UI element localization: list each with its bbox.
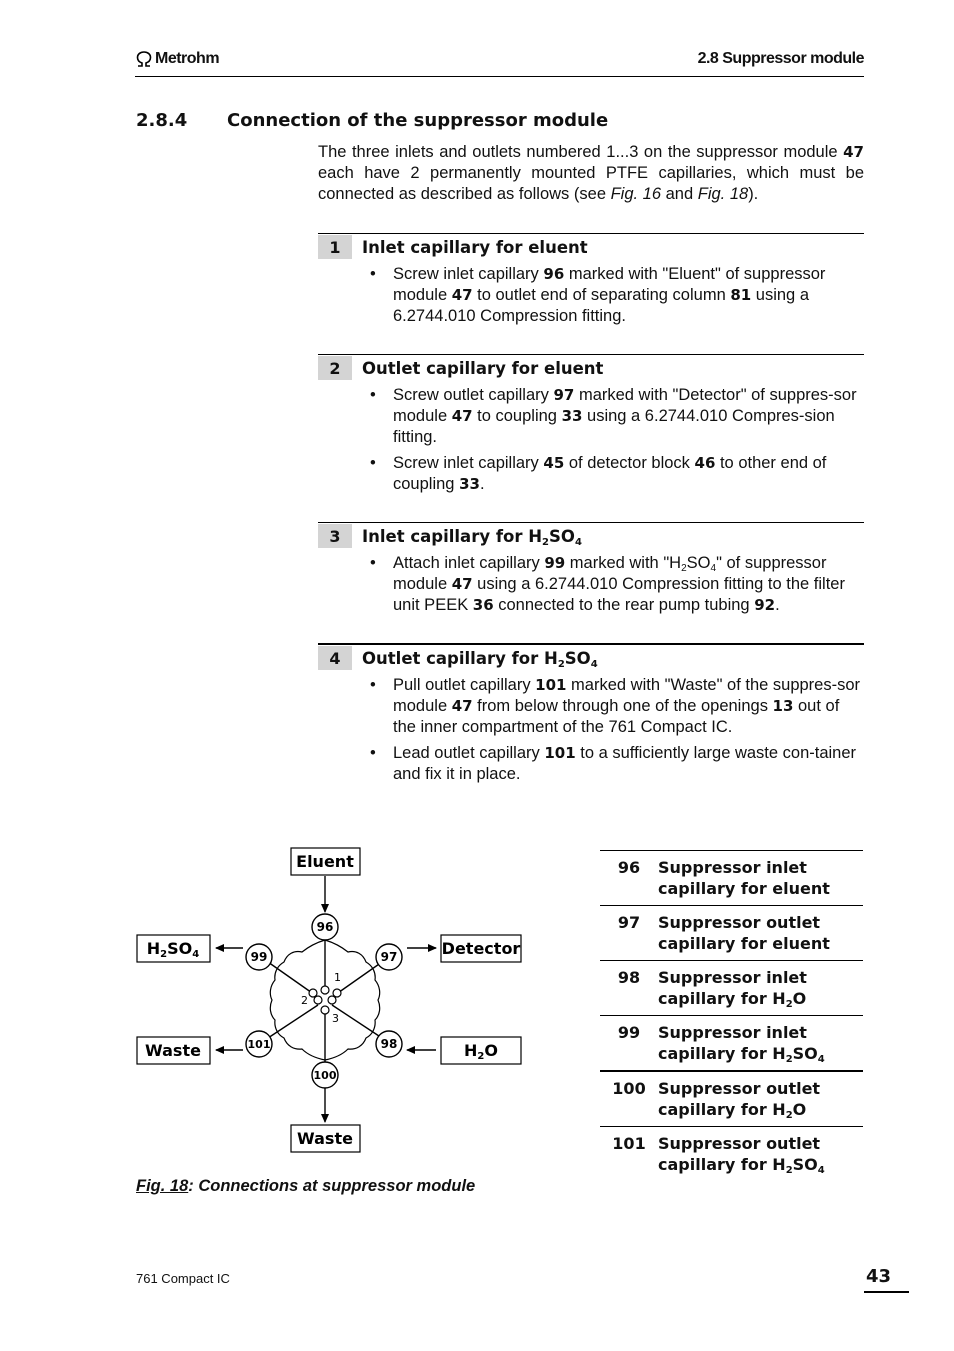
- circle-label-101: 101: [247, 1038, 271, 1051]
- step-3: [318, 522, 864, 621]
- box-waste-bottom: Waste: [297, 1129, 353, 1148]
- header-rule: [135, 76, 864, 77]
- box-h2o: H2O: [464, 1041, 498, 1062]
- figure-caption: Fig. 18: Connections at suppressor module: [136, 1177, 476, 1195]
- list-item: • Pull outlet capillary 101 marked with "Waste" of the suppres-sor module 47 from below through one of the openings 13 out of the inner compartment of the 761 Compact IC.: [318, 675, 864, 738]
- table-row: 96 Suppressor inlet capillary for eluent: [600, 850, 863, 905]
- page-number: 43: [866, 1266, 892, 1287]
- port-label-1: 1: [334, 971, 341, 984]
- port-label-2: 2: [301, 994, 308, 1007]
- step-title: Inlet capillary for $H_2SO_4$: [362, 526, 582, 548]
- table-row: 97 Suppressor outlet capillary for eluent: [600, 905, 863, 960]
- step-number: 3: [318, 524, 352, 548]
- legend-table: [600, 850, 863, 1181]
- port-label-3: 3: [332, 1012, 339, 1025]
- footer-product: 761 Compact IC: [136, 1271, 230, 1286]
- metrohm-omega-icon: [135, 51, 153, 67]
- step-1: [318, 233, 864, 332]
- table-row: 101 Suppressor outlet capillary for $H_2SO_4$: [600, 1126, 863, 1181]
- list-item: • Attach inlet capillary 99 marked with "$H_2SO_4$" of suppressor module 47 using a 6.2744.010 Compression fitting to the filter unit PEEK 36 connected to the rear pump tubing 92.: [318, 553, 864, 616]
- step-number: 1: [318, 235, 352, 259]
- circle-label-96: 96: [316, 920, 334, 934]
- list-item: • Lead outlet capillary 101 to a sufficiently large waste con-tainer and fix it in place.: [318, 743, 864, 785]
- box-h2so4: H2SO4: [146, 939, 200, 960]
- figure-label: Fig. 18: [136, 1177, 189, 1195]
- suppressor-connection-diagram: [130, 840, 530, 1160]
- section-number: 2.8.4: [136, 110, 188, 131]
- circle-label-100: 100: [313, 1069, 337, 1082]
- box-waste-left: Waste: [145, 1041, 201, 1060]
- circle-label-97: 97: [380, 950, 398, 964]
- step-2: [318, 354, 864, 500]
- list-item: • Screw inlet capillary 45 of detector block 46 to other end of coupling 33.: [318, 453, 864, 495]
- list-item: • Screw inlet capillary 96 marked with "Eluent" of suppressor module 47 to outlet end of separating column 81 using a 6.2744.010 Compression fitting.: [318, 264, 864, 327]
- table-row: 98 Suppressor inlet capillary for $H_2O$: [600, 960, 863, 1015]
- running-header: 2.8 Suppressor module: [697, 50, 864, 67]
- brand-name: Metrohm: [155, 50, 220, 67]
- circle-label-98: 98: [380, 1037, 398, 1051]
- page-number-rule: [864, 1291, 909, 1293]
- step-number: 2: [318, 356, 352, 380]
- step-number: 4: [318, 646, 352, 670]
- box-detector: Detector: [441, 939, 521, 958]
- intro-paragraph: The three inlets and outlets numbered 1...3 on the suppressor module 47 each have 2 permanently mounted PTFE capillaries, which must be connected as described as follows (see Fig. 16 and Fig. 18).: [318, 143, 864, 203]
- section-title: Connection of the suppressor module: [227, 110, 609, 131]
- table-row: 100 Suppressor outlet capillary for $H_2O$: [600, 1070, 863, 1126]
- list-item: • Screw outlet capillary 97 marked with "Detector" of suppres-sor module 47 to coupling 33 using a 6.2744.010 Compres-sion fitting.: [318, 385, 864, 448]
- circle-label-99: 99: [250, 950, 268, 964]
- step-title: Inlet capillary for eluent: [362, 237, 588, 257]
- step-title: Outlet capillary for $H_2SO_4$: [362, 648, 598, 670]
- step-4: [318, 643, 864, 790]
- step-title: Outlet capillary for eluent: [362, 358, 604, 378]
- box-eluent: Eluent: [296, 852, 354, 871]
- brand-logo: [135, 50, 219, 68]
- table-row: 99 Suppressor inlet capillary for $H_2SO_4$: [600, 1015, 863, 1070]
